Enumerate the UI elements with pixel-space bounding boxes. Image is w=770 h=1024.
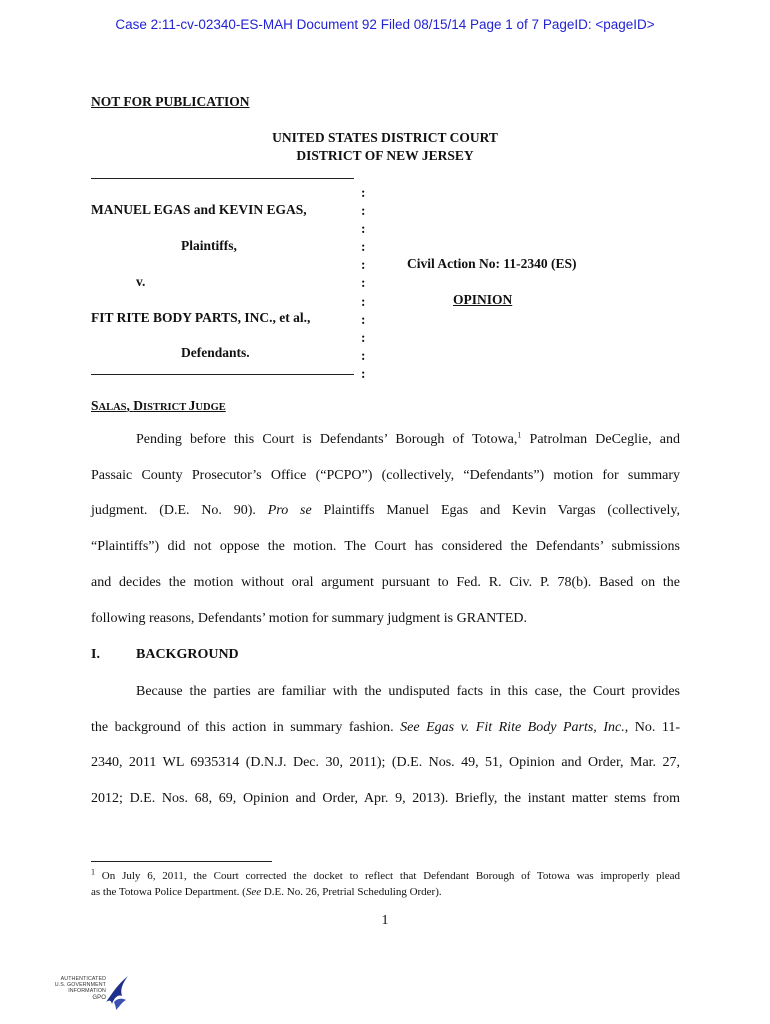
footnote-marker: 1 <box>517 430 522 440</box>
opinion-paragraph-1 <box>91 422 680 636</box>
page-number: 1 <box>381 913 389 928</box>
defendants-names: FIT RITE BODY PARTS, INC., et al., <box>91 310 311 325</box>
publication-notice: NOT FOR PUBLICATION <box>91 94 250 109</box>
paragraph-line: judgment. (D.E. No. 90). Pro se Plaintiffs Manuel Egas and Kevin Vargas (collectively, <box>91 503 680 519</box>
civil-action-number: Civil Action No: 11-2340 (ES) <box>407 256 577 271</box>
judge-heading: SALAS, DISTRICT JUDGE <box>91 398 226 413</box>
plaintiffs-label: Plaintiffs, <box>181 238 237 253</box>
paragraph-line: and decides the motion without oral argument pursuant to Fed. R. Civ. P. 78(b). Based on the <box>91 574 680 590</box>
paragraph-line: Passaic County Prosecutor’s Office (“PCPO”) (collectively, “Defendants”) motion for summary <box>91 467 680 483</box>
caption-colon-column: : : : : : : : : : : : <box>361 185 366 381</box>
eagle-icon <box>102 972 132 1012</box>
court-name: UNITED STATES DISTRICT COURT <box>272 130 498 145</box>
paragraph-line: the background of this action in summary fashion. See Egas v. Fit Rite Body Parts, Inc., No. 11- <box>91 719 680 735</box>
section-number: I. <box>91 647 100 662</box>
document-title: OPINION <box>453 292 513 307</box>
gpo-seal-text: AUTHENTICATED U.S. GOVERNMENT INFORMATION GPO <box>54 976 106 1001</box>
footnote-rule <box>91 861 272 862</box>
paragraph-line: 2340, 2011 WL 6935314 (D.N.J. Dec. 30, 2011); (D.E. Nos. 49, 51, Opinion and Order, Mar. 27, <box>91 755 680 771</box>
court-district: DISTRICT OF NEW JERSEY <box>296 148 474 163</box>
defendants-label: Defendants. <box>181 345 250 360</box>
versus: v. <box>136 274 146 289</box>
docket-header: Case 2:11-cv-02340-ES-MAH Document 92 Filed 08/15/14 Page 1 of 7 PageID: <pageID> <box>115 17 655 32</box>
paragraph-line: following reasons, Defendants’ motion for summary judgment is GRANTED. <box>91 610 528 626</box>
paragraph-line: 2012; D.E. Nos. 68, 69, Opinion and Order, Apr. 9, 2013). Briefly, the instant matter stems from <box>91 791 680 807</box>
gpo-authentication-seal <box>40 972 132 1012</box>
paragraph-line: Pending before this Court is Defendants’ Borough of Totowa,$^1$ Patrolman DeCeglie, and <box>136 430 680 447</box>
caption-top-rule <box>91 178 354 179</box>
footnote: $^1$ On July 6, 2011, the Court corrected the docket to reflect that Defendant Borough of Totowa was improperly plead as the Totowa Police Department. (See D.E. No. 26, Pretrial Scheduling Order). <box>91 867 680 898</box>
section-title: BACKGROUND <box>136 647 239 662</box>
section-heading <box>91 647 239 663</box>
caption-bottom-rule <box>91 374 354 375</box>
paragraph-line: “Plaintiffs”) did not oppose the motion. The Court has considered the Defendants’ submissions <box>91 539 680 555</box>
plaintiffs-names: MANUEL EGAS and KEVIN EGAS, <box>91 202 307 217</box>
opinion-paragraph-2 <box>91 674 680 817</box>
paragraph-line: Because the parties are familiar with the undisputed facts in this case, the Court provides <box>136 684 680 699</box>
footnote-number: 1 <box>91 867 95 877</box>
